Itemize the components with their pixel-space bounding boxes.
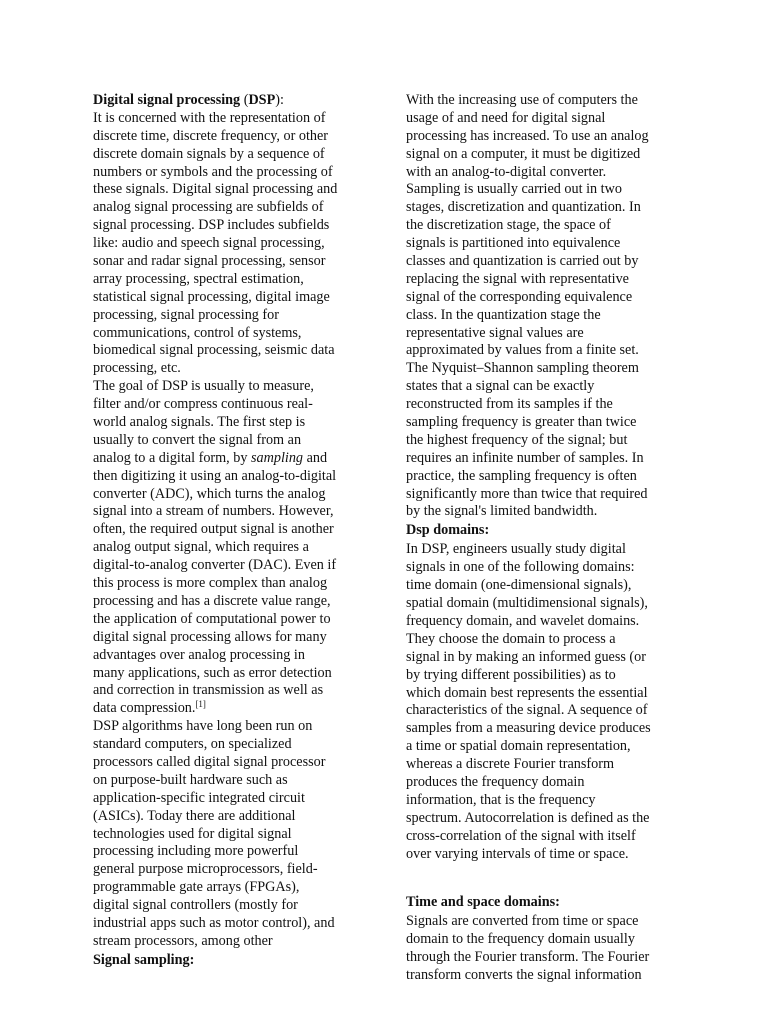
- title-paren-close: ):: [275, 92, 284, 108]
- text-line: spatial domain (multidimensional signals),: [406, 595, 648, 612]
- text-line: discrete time, discrete frequency, or other: [93, 127, 329, 144]
- text-run: and: [303, 449, 328, 466]
- text-line: signal into a stream of numbers. However,: [93, 503, 334, 520]
- text-run: data compression.: [93, 700, 196, 717]
- right-paragraph-1: [406, 92, 706, 521]
- text-line: digital signal processing allows for many: [93, 628, 327, 645]
- text-line: the discretization stage, the space of: [406, 217, 611, 234]
- text-line: communications, control of systems,: [93, 324, 302, 341]
- text-line: sonar and radar signal processing, sensor: [93, 253, 326, 270]
- title-text: Digital signal processing: [93, 92, 241, 108]
- text-line: with an analog-to-digital converter.: [406, 163, 607, 180]
- text-line: classes and quantization is carried out by: [406, 253, 639, 270]
- title-line: [93, 92, 393, 110]
- text-line: standard computers, on specialized: [93, 736, 292, 753]
- text-line: industrial apps such as motor control), and: [93, 914, 335, 931]
- text-line: transform converts the signal information: [406, 967, 642, 984]
- text-line: It is concerned with the representation of: [93, 109, 326, 126]
- title-abbrev: DSP: [248, 92, 276, 108]
- text-line: digital-to-analog converter (DAC). Even if: [93, 557, 337, 574]
- text-line: stream processors, among other: [93, 932, 273, 949]
- text-line: discrete domain signals by a sequence of: [93, 145, 325, 162]
- text-line: and correction in transmission as well as: [93, 682, 324, 699]
- left-paragraph-3: [93, 718, 393, 951]
- left-paragraph-2: [93, 378, 393, 718]
- text-line: by the signal's limited bandwidth.: [406, 503, 598, 520]
- text-line: general purpose microprocessors, field-: [93, 861, 318, 878]
- heading-dsp-domains: Dsp domains:: [406, 522, 490, 539]
- text-line: frequency domain, and wavelet domains.: [406, 612, 640, 629]
- text-line: states that a signal can be exactly: [406, 378, 595, 395]
- text-line: world analog signals. The first step is: [93, 414, 306, 431]
- text-line: then digitizing it using an analog-to-digital: [93, 467, 337, 484]
- text-line: by trying different possibilities) as to: [406, 666, 616, 683]
- text-line: processing has increased. To use an analog: [406, 127, 649, 144]
- text-line: [93, 450, 393, 468]
- text-line: spectrum. Autocorrelation is defined as the: [406, 809, 650, 826]
- text-line: these signals. Digital signal processing and: [93, 181, 338, 198]
- text-line: often, the required output signal is another: [93, 521, 334, 538]
- text-line: application-specific integrated circuit: [93, 789, 305, 806]
- text-line: They choose the domain to process a: [406, 630, 616, 647]
- text-line: a time or spatial domain representation,: [406, 738, 631, 755]
- text-line: In DSP, engineers usually study digital: [406, 541, 626, 558]
- text-line: Signals are converted from time or space: [406, 913, 639, 930]
- text-line: With the increasing use of computers the: [406, 92, 638, 108]
- text-line: signal in by making an informed guess (or: [406, 648, 646, 665]
- right-paragraph-2: [406, 541, 706, 863]
- text-line: the application of computational power to: [93, 610, 331, 627]
- text-line: class. In the quantization stage the: [406, 306, 601, 323]
- heading-signal-sampling: Signal sampling:: [93, 951, 195, 968]
- text-line: programmable gate arrays (FPGAs),: [93, 879, 300, 896]
- text-line: through the Fourier transform. The Fourier: [406, 949, 650, 966]
- reference-marker[interactable]: [1]: [195, 699, 206, 710]
- left-paragraph-1: [93, 110, 393, 378]
- text-run: analog to a digital form, by: [93, 449, 251, 466]
- text-line: processing including more powerful: [93, 843, 299, 860]
- text-line: analog output signal, which requires a: [93, 539, 309, 556]
- text-line: significantly more than twice that required: [406, 485, 648, 502]
- text-line: reconstructed from its samples if the: [406, 396, 613, 413]
- heading-time-space-domains: Time and space domains:: [406, 894, 560, 911]
- text-line: usage of and need for digital signal: [406, 109, 606, 126]
- text-line: stages, discretization and quantization. In: [406, 199, 641, 216]
- text-line: approximated by values from a finite set.: [406, 342, 639, 359]
- text-line: numbers or symbols and the processing of: [93, 163, 333, 180]
- text-line: the highest frequency of the signal; but: [406, 431, 628, 448]
- text-line: time domain (one-dimensional signals),: [406, 577, 632, 594]
- text-line: requires an infinite number of samples. In: [406, 449, 644, 466]
- text-line: which domain best represents the essential: [406, 684, 648, 701]
- spacer: [406, 863, 706, 893]
- text-line: usually to convert the signal from an: [93, 431, 302, 448]
- text-line: domain to the frequency domain usually: [406, 931, 635, 948]
- text-line: The goal of DSP is usually to measure,: [93, 378, 314, 395]
- text-line: processing, etc.: [93, 360, 181, 377]
- text-line: signals is partitioned into equivalence: [406, 235, 621, 252]
- text-line: processing, signal processing for: [93, 306, 279, 323]
- text-line: on purpose-built hardware such as: [93, 771, 288, 788]
- text-line: Sampling is usually carried out in two: [406, 181, 622, 198]
- text-line: replacing the signal with representative: [406, 270, 629, 287]
- text-line: sampling frequency is greater than twice: [406, 414, 637, 431]
- text-line: filter and/or compress continuous real-: [93, 396, 313, 413]
- text-line: digital signal controllers (mostly for: [93, 897, 298, 914]
- text-line: representative signal values are: [406, 324, 584, 341]
- right-column: [406, 92, 706, 985]
- text-line: biomedical signal processing, seismic data: [93, 342, 335, 359]
- text-line: signal of the corresponding equivalence: [406, 288, 633, 305]
- text-line: The Nyquist–Shannon sampling theorem: [406, 360, 639, 377]
- text-line: cross-correlation of the signal with itself: [406, 827, 636, 844]
- text-line: signal on a computer, it must be digitized: [406, 145, 641, 162]
- text-line: characteristics of the signal. A sequence of: [406, 702, 648, 719]
- text-line: many applications, such as error detection: [93, 664, 332, 681]
- text-line: this process is more complex than analog: [93, 575, 328, 592]
- text-line: like: audio and speech signal processing,: [93, 235, 325, 252]
- text-line: (ASICs). Today there are additional: [93, 807, 296, 824]
- text-line: advantages over analog processing in: [93, 646, 305, 663]
- text-line: analog signal processing are subfields of: [93, 199, 324, 216]
- title-paren-open: (: [240, 92, 249, 108]
- text-line: signals in one of the following domains:: [406, 559, 635, 576]
- text-line: [93, 700, 393, 718]
- text-line: processors called digital signal processor: [93, 753, 326, 770]
- text-line: over varying intervals of time or space.: [406, 845, 629, 862]
- italic-term-sampling: sampling: [251, 449, 304, 466]
- text-line: DSP algorithms have long been run on: [93, 718, 313, 735]
- right-paragraph-3: [406, 913, 706, 985]
- text-line: information, that is the frequency: [406, 791, 596, 808]
- text-line: produces the frequency domain: [406, 773, 585, 790]
- text-line: converter (ADC), which turns the analog: [93, 485, 326, 502]
- text-line: whereas a discrete Fourier transform: [406, 756, 614, 773]
- text-line: statistical signal processing, digital image: [93, 288, 330, 305]
- text-line: practice, the sampling frequency is often: [406, 467, 637, 484]
- left-column: [93, 92, 393, 971]
- text-line: array processing, spectral estimation,: [93, 270, 304, 287]
- text-line: samples from a measuring device produces: [406, 720, 651, 737]
- text-line: signal processing. DSP includes subfields: [93, 217, 330, 234]
- text-line: technologies used for digital signal: [93, 825, 292, 842]
- text-line: processing and has a discrete value range,: [93, 592, 331, 609]
